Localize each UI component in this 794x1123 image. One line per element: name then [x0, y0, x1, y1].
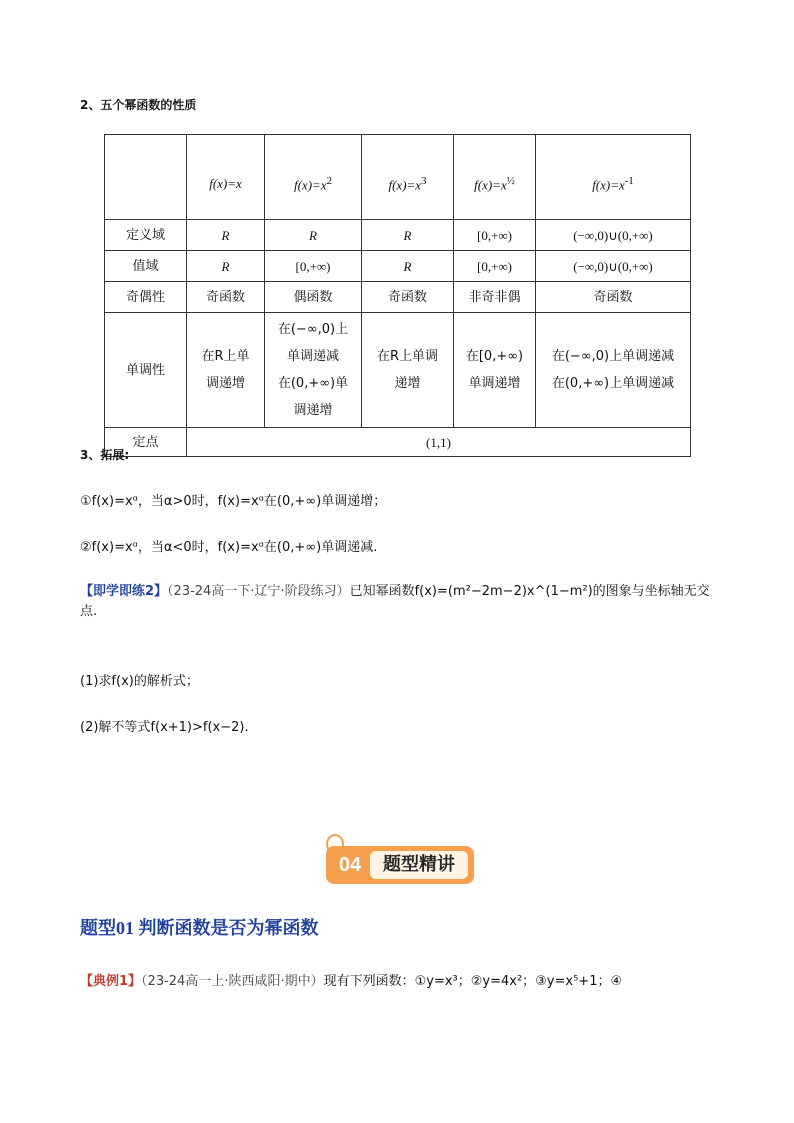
- table-cell: 奇函数: [362, 282, 454, 313]
- table-cell: 奇函数: [536, 282, 691, 313]
- cell-line: 在[0,+∞): [465, 349, 524, 364]
- header-empty: [105, 135, 187, 220]
- table-row-domain: [105, 220, 691, 251]
- table-cell: [0,+∞): [454, 251, 536, 282]
- header-x2: $f(x)=x^2$: [265, 135, 362, 220]
- power-function-table: [104, 134, 691, 457]
- row-label: 奇偶性: [105, 282, 187, 313]
- extension-heading: 3、拓展:: [80, 448, 130, 462]
- table-cell: [454, 313, 536, 428]
- cell-line: 调递增: [293, 403, 333, 418]
- table-cell: (−∞,0)∪(0,+∞): [536, 220, 691, 251]
- practice-block: [80, 582, 720, 622]
- table-cell: [0,+∞): [265, 251, 362, 282]
- cell-line: 单调递增: [468, 376, 521, 391]
- table-cell: [536, 313, 691, 428]
- table-cell: R: [362, 220, 454, 251]
- cell-line: 在(0,+∞)单: [277, 376, 349, 391]
- example-block: [80, 970, 622, 989]
- header-x: f(x)=x: [187, 135, 265, 220]
- header-x3: $f(x)=x^3$: [362, 135, 454, 220]
- table-cell: R: [265, 220, 362, 251]
- cell-line: 在(0,+∞)上单调递减: [551, 376, 675, 391]
- example-tag: 【典例1】: [80, 974, 142, 989]
- row-label: 值域: [105, 251, 187, 282]
- row-label: 单调性: [105, 313, 187, 428]
- table-cell: [0,+∞): [454, 220, 536, 251]
- table-cell: (1,1): [187, 428, 691, 457]
- table-cell: R: [187, 220, 265, 251]
- table-row-range: [105, 251, 691, 282]
- table-cell: [187, 313, 265, 428]
- practice-source: （23-24高一下·辽宁·阶段练习）: [167, 584, 350, 599]
- question-2: (2)解不等式f(x+1)>f(x−2).: [80, 720, 249, 735]
- table-cell: R: [187, 251, 265, 282]
- practice-tag: 【即学即练2】: [80, 584, 168, 599]
- topic-heading: 题型01 判断函数是否为幂函数: [80, 918, 319, 938]
- cell-line: 单调递减: [286, 349, 339, 364]
- header-x-neg1: $f(x)=x^{-1}$: [536, 135, 691, 220]
- cell-line: 在R上单: [201, 349, 250, 364]
- cell-line: 在(−∞,0)上单调递减: [551, 349, 675, 364]
- cell-line: 递增: [394, 376, 421, 391]
- cell-line: 在(−∞,0)上: [277, 322, 349, 337]
- extension-line-1: ①f(x)=xᵅ，当α>0时，f(x)=xᵅ在(0,+∞)单调递增；: [80, 494, 387, 509]
- header-x-half: $f(x)=x^{\frac{1}{2}}$: [454, 135, 536, 220]
- extension-line-2: ②f(x)=xᵅ，当α<0时，f(x)=xᵅ在(0,+∞)单调递减.: [80, 540, 378, 555]
- row-label: 定点: [105, 428, 187, 457]
- table-header-row: [105, 135, 691, 220]
- table-cell: 奇函数: [187, 282, 265, 313]
- table-cell: 偶函数: [265, 282, 362, 313]
- table-cell: (−∞,0)∪(0,+∞): [536, 251, 691, 282]
- table-cell: [265, 313, 362, 428]
- row-label: 定义域: [105, 220, 187, 251]
- banner-title: 题型精讲: [370, 851, 468, 879]
- table-cell: R: [362, 251, 454, 282]
- example-text: 现有下列函数：①y=x³；②y=4x²；③y=x⁵+1；④: [323, 974, 623, 989]
- table-row-fixed-point: [105, 428, 691, 457]
- cell-line: 在R上单调: [376, 349, 439, 364]
- table-row-parity: [105, 282, 691, 313]
- banner-number: 04: [338, 854, 362, 876]
- cell-line: 调递增: [205, 376, 245, 391]
- table-row-monotonicity: [105, 313, 691, 428]
- section-banner: [326, 846, 474, 884]
- table-cell: 非奇非偶: [454, 282, 536, 313]
- section-heading: 2、五个幂函数的性质: [80, 98, 197, 112]
- table-cell: [362, 313, 454, 428]
- question-1: (1)求f(x)的解析式；: [80, 674, 199, 689]
- example-source: （23-24高一上·陕西咸阳·期中）: [141, 974, 324, 989]
- practice-stem: 已知幂函数f(x)=(m²−2m−2)x^(1−m²)的图象与坐标轴无交点.: [80, 584, 710, 619]
